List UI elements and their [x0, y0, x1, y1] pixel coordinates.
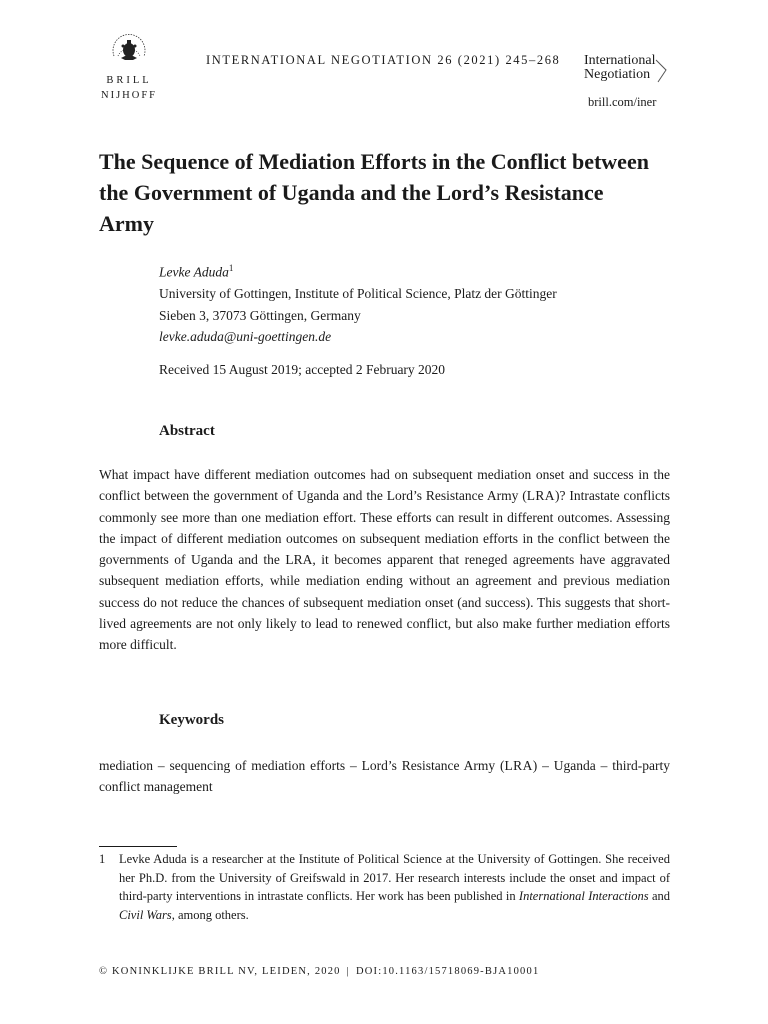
journal-logo [584, 54, 670, 82]
journal-logo-line2: Negotiation [584, 67, 651, 82]
journal-logo-line1: International [584, 53, 656, 68]
keywords-text-part1: mediation – sequencing of mediation efforts – Lord’s Resistance Army ( [99, 758, 505, 773]
footer-separator: | [346, 966, 350, 977]
article-title: The Sequence of Mediation Efforts in the Conflict between the Government of Uganda and the Lord’s Resistance Army [99, 149, 649, 236]
author-footnote-marker[interactable]: 1 [228, 263, 234, 273]
footnote-rule [99, 846, 177, 847]
footnote-journal1: International Interactions [518, 889, 649, 903]
footer-copyright: © KONINKLIJKE BRILL NV, LEIDEN, 2020 [99, 966, 341, 977]
abstract-text-part2: )? Intrastate conflicts commonly see more than one mediation effort. These efforts can result in different outcomes. Assessing the impact of different mediation outcomes on subsequent mediation efforts in the conflict between the governments of Uganda and the LRA, it becomes apparent that reneged agreements have aggravated subsequent mediation efforts, while mediation ending without an agreement and previous mediation success do not reduce the chances of subsequent mediation onset (and success). This suggests that short-lived agreements are not only likely to lead to renewed conflict, but also make further mediation efforts more difficult. [99, 488, 670, 653]
journal-citation: INTERNATIONAL NEGOTIATION 26 (2021) 245–268 [206, 53, 561, 67]
author-name [159, 258, 679, 283]
footnote-text-part1: Levke Aduda is a researcher at the Institute of Political Science at the University of Gottingen. She received her Ph.D. from the University of Greifswald in 2017. Her research interests include the onset and impact of third-party interventions in intrastate conflicts. Her work has been published in [119, 852, 670, 903]
keywords-text [99, 755, 670, 798]
abstract-text-part1: What impact have different mediation outcomes had on subsequent mediation onset and success in the conflict between the government of Uganda and the Lord’s Resistance Army ( [99, 467, 670, 504]
keywords-acronym: LRA [504, 758, 533, 773]
footnote [99, 850, 670, 924]
publisher-seal-icon [106, 26, 152, 72]
abstract-heading: Abstract [159, 423, 215, 439]
author-email[interactable]: levke.aduda@uni-goettingen.de [159, 329, 332, 344]
journal-url[interactable]: brill.com/iner [588, 95, 657, 109]
footnote-number: 1 [99, 852, 106, 866]
author-block [159, 258, 679, 348]
publisher-name-line2: NIJHOFF [100, 90, 157, 101]
keywords-heading: Keywords [159, 712, 224, 728]
brill-nijhoff-logo [98, 26, 160, 102]
footnote-text [119, 850, 670, 924]
affiliation-line1: University of Gottingen, Institute of Political Science, Platz der Göttinger [159, 286, 557, 301]
footnote-journal2: Civil Wars [119, 907, 172, 922]
journal-mark-icon [654, 58, 668, 84]
publisher-name-line1: BRILL [106, 75, 152, 86]
footer-doi[interactable]: DOI:10.1163/15718069-BJA10001 [355, 966, 540, 977]
footnote-text-part3: , among others. [171, 907, 249, 922]
received-dates: Received 15 August 2019; accepted 2 February 2020 [159, 362, 446, 377]
footnote-text-part2: and [648, 889, 670, 903]
author-name-text: Levke Aduda [159, 264, 229, 280]
abstract-text [99, 464, 670, 656]
abstract-acronym: LRA [526, 488, 555, 504]
keywords-text-part2: ) – Uganda – third-party conflict management [99, 758, 670, 795]
affiliation-line2: Sieben 3, 37073 Göttingen, Germany [159, 307, 361, 323]
page-footer [99, 966, 539, 977]
